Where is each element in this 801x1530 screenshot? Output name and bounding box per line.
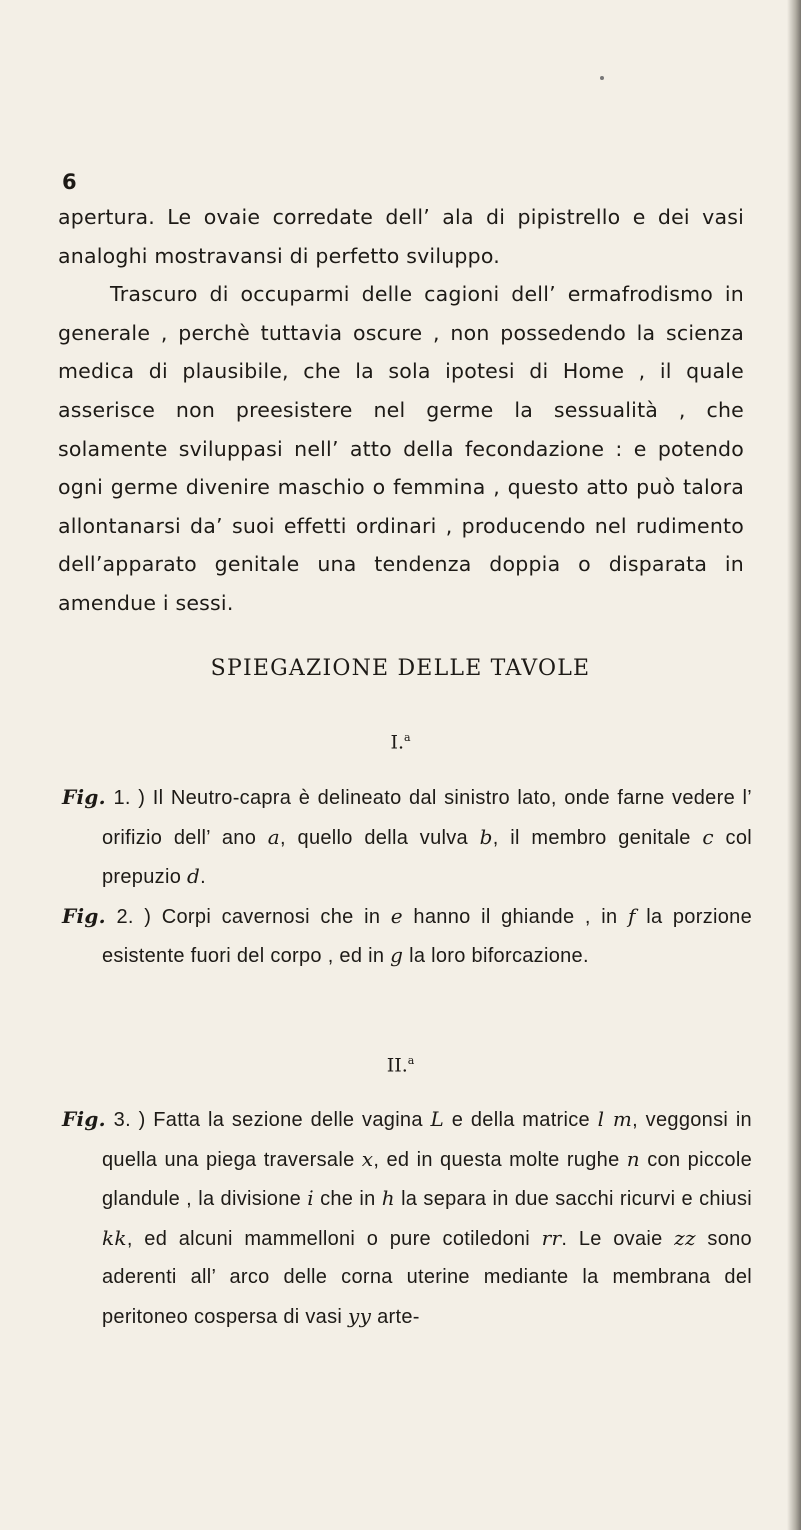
letter-f: f — [627, 903, 636, 928]
fig-1-text: 1. ) Il Neutro-capra è delineato dal sinistro lato, onde farne vedere l’ orifizio dell’ ano — [102, 787, 752, 849]
body-text — [58, 198, 744, 623]
fig-2-text: la porzione esistente fuori del corpo , ed in — [102, 905, 753, 968]
plate-2-captions — [62, 1100, 752, 1337]
fig-3-text: e della matrice — [444, 1109, 598, 1131]
fig-3-text: 3. ) Fatta la sezione delle vagina — [105, 1109, 431, 1131]
fig-1-text: , il membro genitale — [492, 826, 703, 849]
fig-2-text: hanno il ghiande , in — [402, 905, 628, 928]
letter-yy: yy — [348, 1303, 372, 1328]
page-edge-shadow — [787, 0, 801, 1530]
plate-2-numeral-text: II. — [386, 1054, 408, 1077]
plate-1-numeral-sup: a — [403, 731, 411, 744]
plate-2-numeral — [0, 1054, 801, 1076]
section-heading: SPIEGAZIONE DELLE TAVOLE — [210, 656, 591, 681]
fig-3-label: Fig. — [62, 1107, 106, 1131]
letter-zz: zz — [674, 1225, 696, 1250]
letter-a: a — [267, 824, 281, 849]
letter-b: b — [479, 824, 493, 849]
fig-2-caption — [62, 897, 752, 976]
plate-1-numeral-text: I. — [390, 731, 404, 754]
letter-h: h — [381, 1186, 395, 1211]
letter-d: d — [186, 864, 201, 889]
letter-e: e — [390, 903, 403, 928]
fig-2-text: la loro biforcazione. — [403, 945, 589, 968]
fig-3-text: . Le ovaie — [561, 1227, 675, 1250]
fig-2-text: 2. ) Corpi cavernosi che in — [105, 905, 391, 928]
fig-2-label: Fig. — [62, 903, 106, 928]
paragraph-2: Trascuro di occuparmi delle cagioni dell’ ermafrodismo in generale , perchè tuttavia oscure , non possedendo la scienza medica di plausibile, che la sola ipotesi di Home , il quale asserisce non preesistere nel germe la sessualità , che solamente sviluppasi nell’ atto della fecondazione : e potendo ogni germe divenire maschio o femmina , questo atto può talora allontanarsi da’ suoi effetti ordinari , producendo nel rudimento dell’apparato genitale una tendenza doppia o disparata in amendue i sessi. — [58, 282, 744, 615]
letter-rr: rr — [541, 1225, 562, 1250]
fig-1-text: . — [200, 866, 206, 889]
fig-3-text: la separa in due sacchi ricurvi e chiusi — [394, 1188, 753, 1211]
page-number: 6 — [62, 170, 77, 194]
letter-c: c — [702, 824, 714, 849]
letter-i: i — [307, 1186, 314, 1211]
plate-1-captions — [62, 778, 752, 976]
letter-n: n — [626, 1146, 640, 1171]
fig-1-text: , quello della vulva — [280, 826, 480, 849]
fig-3-caption — [62, 1100, 752, 1337]
fig-1-caption — [62, 778, 752, 897]
letter-g: g — [390, 943, 404, 968]
plate-2-numeral-sup: a — [407, 1054, 415, 1067]
fig-3-text: , ed in questa molte rughe — [373, 1148, 627, 1171]
fig-3-text: con piccole glandule , la divisione — [102, 1148, 753, 1211]
letter-L: L — [430, 1107, 445, 1131]
fig-3-text: arte- — [371, 1305, 420, 1328]
plate-1-numeral — [0, 731, 801, 753]
paragraph-1: apertura. Le ovaie corredate dell’ ala di pipistrello e dei vasi analoghi mostravansi di perfetto sviluppo. — [58, 205, 744, 268]
letter-x: x — [361, 1146, 374, 1171]
fig-1-label: Fig. — [62, 785, 106, 809]
fig-3-text: sono aderenti all’ arco delle corna uterine mediante la membrana del peritoneo cospersa di vasi — [102, 1227, 752, 1328]
letter-kk: kk — [102, 1225, 127, 1250]
fig-3-text: , ed alcuni mammelloni o pure cotiledoni — [126, 1227, 542, 1250]
ink-speck — [600, 76, 604, 80]
letter-lm: l m — [597, 1107, 633, 1131]
fig-1-text: col prepuzio — [102, 826, 752, 889]
fig-3-text: che in — [313, 1188, 382, 1211]
fig-3-text: , veggonsi in quella una piega traversale — [102, 1109, 752, 1171]
